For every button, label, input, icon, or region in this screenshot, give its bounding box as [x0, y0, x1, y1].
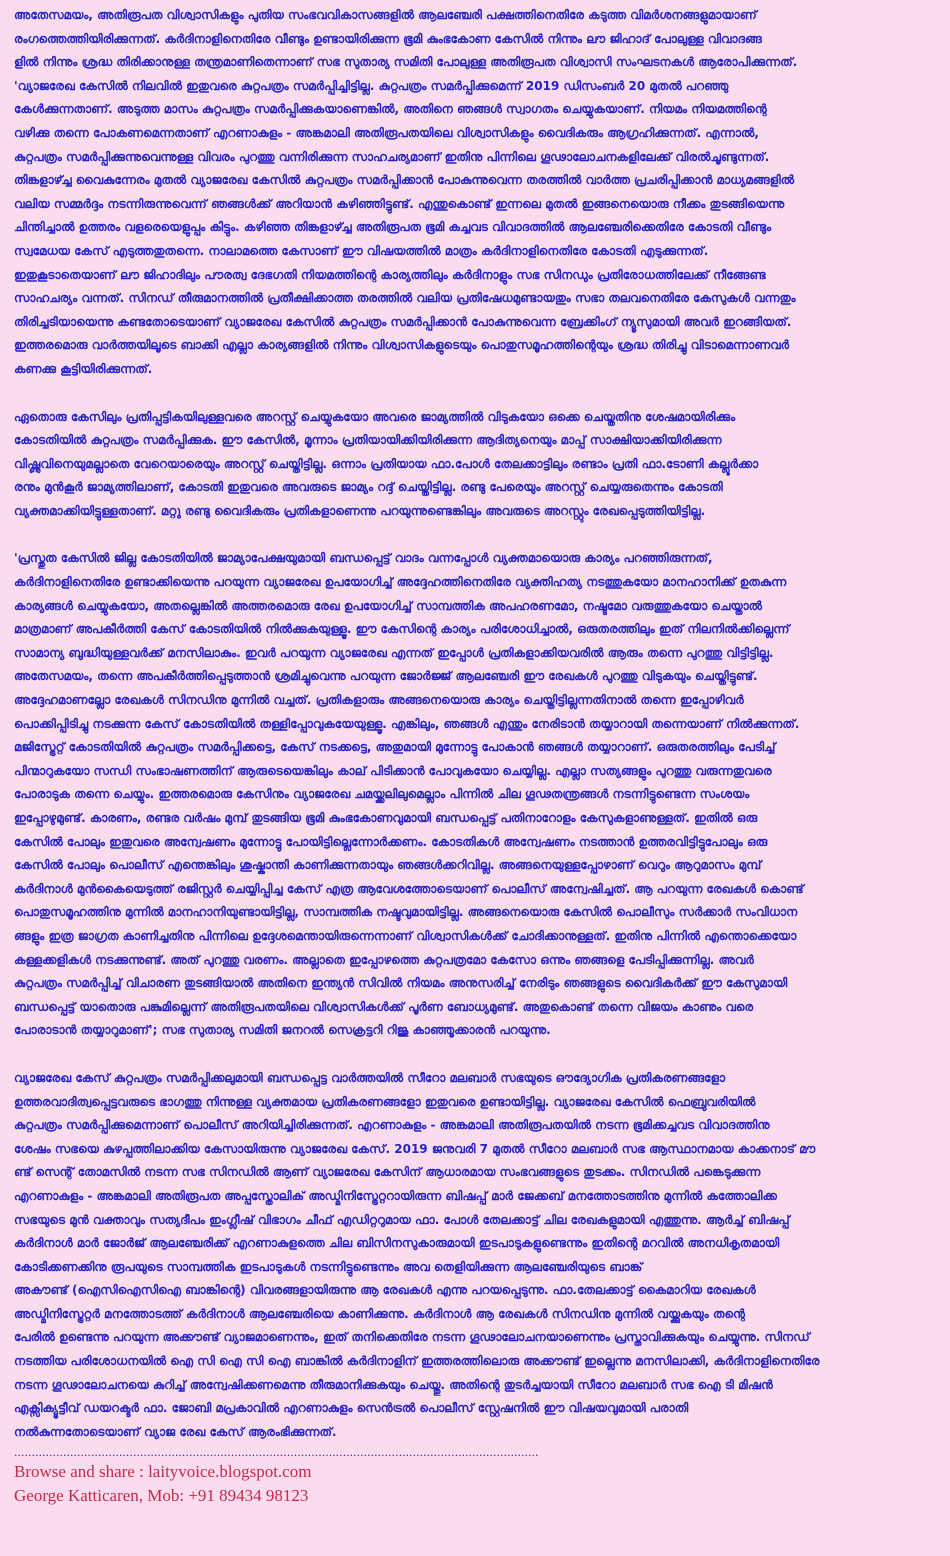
article-paragraph-1: അതേസമയം, അതിരൂപത വിശ്വാസികളും പുതിയ സംഭവവികാസങ്ങളിൽ ആലഞ്ചേരി പക്ഷത്തിനെതിരേ കടുത്ത വിമർശനങ്ങളുമായാണ് രംഗത്തെത്തിയിരിക്കുന്നത്. കർദിനാളിനെതിരേ വീണ്ടും ഉണ്ടായിരിക്കുന്ന ഭൂമി കുംഭകോണ കേസിൽ നിന്നും ലൗ ജിഹാദ് പോലുള്ള വിവാദങ്ങ ളിൽ നിന്നും ശ്രദ്ധ തിരിക്കാനുള്ള തന്ത്രമാണിതെന്നാണ് സഭ സുതാര്യ സമിതി പോലുള്ള അതിരൂപത വിശ്വാസി സംഘടനകൾ ആരോപിക്കുന്നത്. 'വ്യാജരേഖ കേസിൽ നിലവിൽ ഇതുവരെ കുറ്റപത്രം സമർപ്പിച്ചിട്ടില്ല. കുറ്റപത്രം സമർപ്പിക്കുമെന്ന് 2019 ഡിസംബർ 20 മുതൽ പറഞ്ഞു കേൾക്കുന്നതാണ്. അടുത്ത മാസം കുറ്റപത്രം സമർപ്പിക്കുകയാണെങ്കിൽ, അതിനെ ഞങ്ങൾ സ്വാഗതം ചെയ്യുകയാണ്. നിയമം നിയമത്തിന്റെ വഴിക്കു തന്നെ പോകണമെന്നതാണ് എറണാകുളം - അങ്കമാലി അതിരൂപതയിലെ വിശ്വാസികളും വൈദികരും ആഗ്രഹിക്കുന്നത്. എന്നാൽ, കുറ്റപത്രം സമർപ്പിക്കുന്നുവെന്നുള്ള വിവരം പുറത്തു വന്നിരിക്കുന്ന സാഹചര്യമാണ് ഇതിനു പിന്നിലെ ഗൂഢാലോചനകളിലേക്ക് വിരൽചൂണ്ടുന്നത്. തിങ്കളാഴ്ച്ച വൈകുന്നേരം മുതൽ വ്യാജരേഖ കേസിൽ കുറ്റപത്രം സമർപ്പിക്കാൻ പോകുന്നുവെന്ന തരത്തിൽ വാർത്ത പ്രചരിപ്പിക്കാൻ മാധ്യമങ്ങളിൽ വലിയ സമ്മർദ്ദം നടന്നിരുന്നുവെന്ന് ഞങ്ങൾക്ക് അറിയാൻ കഴിഞ്ഞിട്ടുണ്ട്. എന്തുകൊണ്ട് ഇന്നലെ മുതൽ ഇങ്ങനെയൊരു നീക്കം തുടങ്ങിയെന്നു ചിന്തിച്ചാൽ ഉത്തരം വളരെയെളുപ്പം കിട്ടും. കഴിഞ്ഞ തിങ്കളാഴ്ച്ച അതിരൂപത ഭൂമി കച്ചവട വിവാദത്തിൽ ആലഞ്ചേരിക്കെതിരേ കോടതി വീണ്ടും സ്വമേധയ കേസ് എടുത്തതുതന്നെ. നാലാമത്തെ കേസാണ് ഈ വിഷയത്തിൽ മാത്രം കർദിനാളിനെതിരേ കോടതി എടുക്കുന്നത്. ഇതുകൂടാതെയാണ് ലൗ ജിഹാദിലും പൗരത്വ ദേഭഗതി നിയമത്തിന്റെ കാര്യത്തിലും കർദിനാളും സഭ സിനഡും പ്രതിരോധത്തിലേക്ക് നീങ്ങേണ്ട സാഹചര്യം വന്നത്. സിനഡ് തീരുമാനത്തിൽ പ്രതീക്ഷിക്കാത്ത തരത്തിൽ വലിയ പ്രതിഷേധമുണ്ടായതും സഭാ തലവനെതിരേ കേസുകൾ വന്നതും തിരിച്ചടിയായെന്നു കണ്ടതോടെയാണ് വ്യാജരേഖ കേസിൽ കുറ്റപത്രം സമർപ്പിക്കാൻ പോകുന്നുവെന്ന ബ്രേക്കിംഗ് ന്യൂസുമായി അവർ ഇറങ്ങിയത്. ഇത്തരമൊരു വാർത്തയിലൂടെ ബാക്കി എല്ലാ കാര്യങ്ങളിൽ നിന്നും വിശ്വാസികളുടെയും പൊതുസമൂഹത്തിന്റെയും ശ്രദ്ധ തിരിച്ചു വിടാമെന്നാണവർ കണക്കു കൂട്ടിയിരിക്കുന്നത്. — [14, 8, 798, 376]
paragraph-gap — [14, 1043, 938, 1067]
dotted-divider: ...................................................................................................................................................... — [14, 1446, 539, 1460]
paragraph-gap — [14, 523, 938, 547]
article-paragraph-4: വ്യാജരേഖ കേസ് കുറ്റപത്രം സമർപ്പിക്കലുമായി ബന്ധപ്പെട്ട വാർത്തയിൽ സീറോ മലബാർ സഭയുടെ ഔദ്യോഗിക പ്രതികരണങ്ങളോ ഉത്തരവാദിത്വപ്പെട്ടവരുടെ ഭാഗത്തു നിന്നുള്ള വ്യക്തമായ പ്രതികരണങ്ങളോ ഇതുവരെ ഉണ്ടായിട്ടില്ല. വ്യാജരേഖ കേസിൽ ഫെബ്രുവരിയിൽ കുറ്റപത്രം സമർപ്പിക്കുമെന്നാണ് പൊലീസ് അറിയിച്ചിരിക്കുന്നത്. എറണാകുളം - അങ്കമാലി അതിരൂപതയിൽ നടന്ന ഭൂമിക്കച്ചവട വിവാദത്തിനു ശേഷം സഭയെ കുഴപ്പത്തിലാക്കിയ കേസായിരുന്നു വ്യാജരേഖ കേസ്. 2019 ജനുവരി 7 മുതൽ സീറോ മലബാർ സഭ ആസ്ഥാനമായ കാക്കനാട് മൗ ണ്ട് സെന്റ് തോമസിൽ നടന്ന സഭ സിനഡിൽ ആണ് വ്യാജരേഖ കേസിന് ആധാരമായ സംഭവങ്ങളുടെ തുടക്കം. സിനഡിൽ പങ്കെടുക്കുന്ന എറണാകുളം - അങ്കമാലി അതിരൂപത അപ്പസ്തോലിക് അഡ്മിനിസ്ട്രേറ്ററായിരുന്ന ബിഷപ്പ് മാർ ജേക്കബ് മനത്തോടത്തിനു മുന്നിൽ കത്തോലിക്ക സഭയുടെ മുൻ വക്താവും സത്യദീപം ഇംഗ്ലീഷ് വിഭാഗം ചീഫ് എഡിറ്ററുമായ ഫാ. പോൾ തേലക്കാട്ട് ചില രേഖകളുമായി എത്തുന്നു. ആർച്ച് ബിഷപ്പ് കർദിനാൾ മാർ ജോർജ് ആലഞ്ചേരിക്ക് എറണാകുളത്തെ ചില ബിസിനസുകാരുമായി ഇടപാടുകളുണ്ടെന്നും ഇതിന്റെ മറവിൽ അനധികൃതമായി കോടിക്കണക്കിനു രൂപയുടെ സാമ്പത്തിക ഇടപാടുകൾ നടന്നിട്ടുണ്ടെന്നും അവ തെളിയിക്കുന്ന ആലഞ്ചേരിയുടെ ബാങ്ക് അകൗണ്ട് (ഐസിഐസിഐ ബാങ്കിന്റെ) വിവരങ്ങളായിരുന്നു ആ രേഖകൾ എന്നു പറയപ്പെടുന്നു. ഫാ.തേലക്കാട്ട് കൈമാറിയ രേഖകൾ അഡ്മിനിസ്ട്രേറ്റർ മനത്തോടത്ത് കർദിനാൾ ആലഞ്ചേരിയെ കാണിക്കുന്നു. കർദിനാൾ ആ രേഖകൾ സിനഡിനു മുന്നിൽ വയ്ക്കുകയും തന്റെ പേരിൽ ഉണ്ടെന്നു പറയുന്ന അക്കൗണ്ട് വ്യാജമാണെന്നും, ഇത് തനിക്കെതിരേ നടന്ന ഗൂഢാലോചനയാണെന്നും പ്രസ്താവിക്കുകയും ചെയ്യുന്നു. സിനഡ് നടത്തിയ പരിശോധനയിൽ ഐ സി ഐ സി ഐ ബാങ്കിൽ കർദിനാളിന് ഇത്തരത്തിലൊരു അക്കൗണ്ട് ഇല്ലെന്നു മനസിലാക്കി, കർദിനാളിനെതിരേ നടന്ന ഗൂഢാലോചനയെ കുറിച്ച് അന്വേഷിക്കണമെന്നു തീരുമാനിക്കുകയും ചെയ്തു. അതിന്റെ തുടർച്ചയായി സീറോ മലബാർ സഭ ഐ ടി മിഷൻ എക്സിക്യൂട്ടീവ് ഡയറക്ടർ ഫാ. ജോബി മപ്രകാവിൽ എറണാകുളം സെൻട്രൽ പൊലീസ് സ്റ്റേഷനിൽ ഈ വിഷയവുമായി പരാതി നൽകുന്നതോടെയാണ് വ്യാജ രേഖ കേസ് ആരംഭിക്കുന്നത്. — [14, 1070, 820, 1439]
contact-line: George Katticaren, Mob: +91 89434 98123 — [14, 1486, 309, 1506]
article-paragraph-3: 'പ്രസ്തുത കേസിൽ ജില്ല കോടതിയിൽ ജാമ്യാപേക്ഷയുമായി ബന്ധപ്പെട്ട് വാദം വന്നപ്പോൾ വ്യക്തമായൊരു കാര്യം പറഞ്ഞിരുന്നത്, കർദിനാളിനെതിരേ ഉണ്ടാക്കിയെന്നു പറയുന്ന വ്യാജരേഖ ഉപയോഗിച്ച് അദ്ദേഹത്തിനെതിരേ വ്യക്തിഹത്യ നടത്തുകയോ മാനഹാനിക്ക് ഉതകുന്ന കാര്യങ്ങൾ ചെയ്യുകയോ, അതല്ലെങ്കിൽ അത്തരമൊരു രേഖ ഉപയോഗിച്ച് സാമ്പത്തിക അപഹരണമോ, നഷ്ടമോ വരുത്തുകയോ ചെയ്താൽ മാത്രമാണ് അപകീർത്തി കേസ് കോടതിയിൽ നിൽക്കുകയുള്ളൂ. ഈ കേസിന്റെ കാര്യം പരിശോധിച്ചാൽ, ഒരുതരത്തിലും ഇത് നിലനിൽക്കില്ലെന്ന് സാമാന്യ ബുദ്ധിയുള്ളവർക്ക് മനസിലാകും. ഇവർ പറയുന്ന വ്യാജരേഖ എന്നത് ഇപ്പോൾ പ്രതികളാക്കിയവരിൽ ആരും തന്നെ പുറത്തു വിട്ടിട്ടില്ല. അതേസമയം, തന്നെ അപകീർത്തിപ്പെടുത്താൻ ശ്രമിച്ചുവെന്നു പറയുന്ന ജോർജ്ജ് ആലഞ്ചേരി ഈ രേഖകൾ പുറത്തു വിടുകയും ചെയ്തിട്ടുണ്ട്. അദ്ദേഹമാണല്ലോ രേഖകൾ സിനഡിനു മുന്നിൽ വച്ചത്. പ്രതികളാരും അങ്ങനെയൊരു കാര്യം ചെയ്തിട്ടില്ലന്നതിനാൽ തന്നെ ഇപ്പോഴിവർ പൊക്കിപ്പിടിച്ചു നടക്കുന്ന കേസ് കോടതിയിൽ തള്ളിപ്പോവുകയേയുള്ളൂ. എങ്കിലും, ഞങ്ങൾ എന്തും നേരിടാൻ തയ്യാറായി തന്നെയാണ് നിൽക്കുന്നത്. മജിസ്ട്രേറ്റ് കോടതിയിൽ കുറ്റപത്രം സമർപ്പിക്കട്ടെ, കേസ് നടക്കട്ടെ, അതുമായി മുന്നോട്ടു പോകാൻ ഞങ്ങൾ തയ്യാറാണ്. ഒരുതരത്തിലും പേടിച്ച് പിന്മാറുകയോ സന്ധി സംഭാഷണത്തിന് ആരുടെയെങ്കിലും കാല് പിടിക്കാൻ പോവുകയോ ചെയ്യില്ല. എല്ലാ സത്യങ്ങളും പുറത്തു വരുന്നതുവരെ പോരാടുക തന്നെ ചെയ്യും. ഇത്തരമൊരു കേസിനും വ്യാജരേഖ ചമയ്ക്കലിലുമെല്ലാം പിന്നിൽ ചില ഗൂഢതന്ത്രങ്ങൾ നടന്നിട്ടുണ്ടെന്ന സംശയം ഇപ്പോഴുമുണ്ട്. കാരണം, രണ്ടര വർഷം മുമ്പ് തുടങ്ങിയ ഭൂമി കുംഭകോണവുമായി ബന്ധപ്പെട്ട് പതിനാറോളം കേസുകളാണുള്ളത്. ഇതിൽ ഒരു കേസിൽ പോലും ഇതുവരെ അന്വേഷണം മുന്നോട്ടു പോയിട്ടില്ലെന്നോർക്കണം. കോടതികൾ അന്വേഷണം നടത്താൻ ഉത്തരവിട്ടിട്ടുപോലും ഒരു കേസിൽ പോലും പൊലീസ് എന്തെങ്കിലും ശുഷ്കാന്തി കാണിക്കുന്നതായും ഞങ്ങൾക്കറിവില്ല. അങ്ങനെയുള്ളപ്പോഴാണ് വെറും ആറുമാസം മുമ്പ് കർദിനാൾ മുൻകൈയെടുത്ത് രജിസ്റ്റർ ചെയ്യിപ്പിച്ച കേസ് എത്ര ആവേശത്തോടെയാണ് പൊലീസ് അന്വേഷിച്ചത്. ആ പറയുന്ന രേഖകൾ കൊണ്ട് പൊതുസമൂഹത്തിനു മുന്നിൽ മാനഹാനിയുണ്ടായിട്ടില്ല, സാമ്പത്തിക നഷ്ടവുമായിട്ടില്ല. അങ്ങനെയൊരു കേസിൽ പൊലീസും സർക്കാർ സംവിധാന ങ്ങളും ഇത്ര ജാഗ്രത കാണിച്ചതിനു പിന്നിലെ ഉദ്ദേശമെന്തായിരുന്നെന്നാണ് വിശ്വാസികൾക്ക് ചോദിക്കാനുള്ളത്. ഇതിനു പിന്നിൽ എന്തൊക്കെയോ കള്ളക്കളികൾ നടക്കുന്നുണ്ട്. അത് പുറത്തു വരണം. അല്ലാതെ ഇപ്പോഴത്തെ കുറ്റപത്രമോ കേസോ ഒന്നും ഞങ്ങളെ പേടിപ്പിക്കുന്നില്ല. അവർ കുറ്റപത്രം സമർപ്പിച്ച് വിചാരണ തുടങ്ങിയാൽ അതിനെ ഇന്ത്യൻ സിവിൽ നിയമം അനുസരിച്ച് നേരിടും ഞങ്ങളുടെ വൈദികർക്ക് ഈ കേസുമായി ബന്ധപ്പെട്ട് യാതൊരു പങ്കുമില്ലെന്ന് അതിരൂപതയിലെ വിശ്വാസികൾക്ക് പൂർണ ബോധ്യമുണ്ട്. അതുകൊണ്ട് തന്നെ വിജയം കാണും വരെ പോരാടാൻ തയ്യാറുമാണ്'; സഭ സുതാര്യ സമിതി ജനറൽ സെക്രട്ടറി റിജു കാഞ്ഞൂക്കാരൻ പറയുന്നു. — [14, 551, 804, 1038]
paragraph-gap — [14, 382, 938, 406]
browse-share-line[interactable]: Browse and share : laityvoice.blogspot.com — [14, 1462, 312, 1482]
article-paragraph-2: ഏതൊരു കേസിലും പ്രതിപ്പട്ടികയിലുള്ളവരെ അറസ്റ്റ് ചെയ്യുകയോ അവരെ ജാമ്യത്തിൽ വിടുകയോ ഒക്കെ ചെയ്തതിനു ശേഷമായിരിക്കും കോടതിയിൽ കുറ്റപത്രം സമർപ്പിക്കുക. ഈ കേസിൽ, മൂന്നാം പ്രതിയായിക്കിയിരിക്കുന്ന ആദിത്യനെയും മാപ്പ് സാക്ഷിയാക്കിയിരിക്കുന്ന വിഷ്ണുവിനെയുമല്ലാതെ വേറെയാരെയും അറസ്റ്റ് ചെയ്തിട്ടില്ല. ഒന്നാം പ്രതിയായ ഫാ.പോൾ തേലക്കാട്ടിലും രണ്ടാം പ്രതി ഫാ.ടോണി കല്ലൂർക്കാ രനും മുൻകൂർ ജാമ്യത്തിലാണ്, കോടതി ഇതുവരെ അവരുടെ ജാമ്യം റദ്ദ് ചെയ്തിട്ടില്ല. രണ്ടു പേരെയും അറസ്റ്റ് ചെയ്യരുതെന്നും കോടതി വ്യക്തമാക്കിയിട്ടുള്ളതാണ്. മറ്റു രണ്ടു വൈദികരും പ്രതികളാണെന്നു പറയുന്നുണ്ടെങ്കിലും അവരുടെ അറസ്റ്റും രേഖപ്പെടുത്തിയിട്ടില്ല. — [14, 409, 759, 518]
